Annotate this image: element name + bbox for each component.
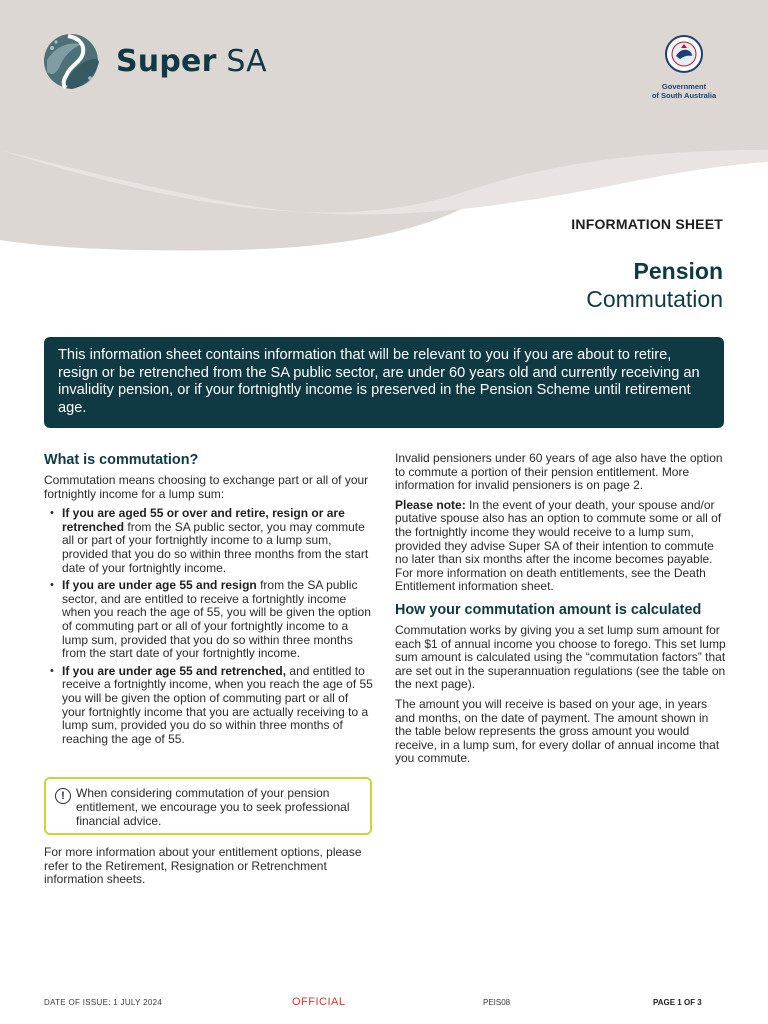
government-logo[interactable]	[636, 34, 732, 100]
list-item: • If you are aged 55 or over and retire, resign or are retrenched from the SA public sector, you may commute all or part of your fortnightly income to a lump sum, provided that you do so within three months from the start date of your fortnightly income.	[44, 507, 374, 575]
title-sub: Commutation	[586, 286, 723, 312]
state-crest-icon	[664, 34, 704, 74]
amount-paragraph: The amount you will receive is based on your age, in years and months, on the date of payment. The amount shown in the table below represents the gross amount you would receive, in a lump sum, for every dollar of annual income that you commute.	[395, 696, 720, 766]
invalid-pensioners-paragraph: Invalid pensioners under 60 years of age also have the option to commute a portion of their pension entitlement. More information for invalid pensioners is on page 2.	[395, 451, 723, 493]
sheet-type-label: INFORMATION SHEET	[571, 216, 723, 232]
page-title	[586, 257, 723, 313]
commutation-conditions-list	[44, 507, 374, 746]
classification-label: OFFICIAL	[292, 996, 346, 1008]
please-note-paragraph: Please note: In the event of your death, your spouse and/or putative spouse also has an option to commute some or all of the fortnightly income they would receive to a lump sum, provided they advise Super SA of their intention to commute no later than six months after the income becomes payable. For more information on death entitlements, see the Death Entitlement information sheet.	[395, 497, 722, 594]
list-item: • If you are under age 55 and retrenched, and entitled to receive a fortnightly income, when you reach the age of 55 you will be given the option of commuting part or all of your fortnightly income that you are actually receiving to a lump sum, provided you do so within three months of reaching the age of 55.	[44, 665, 374, 747]
intro-callout: This information sheet contains information that will be relevant to you if you are about to retire, resign or be retrenched from the SA public sector, are under 60 years old and currently receiving an invalidity pension, or if your fortnightly income is preserved in the Pension Scheme until retirement age.	[44, 337, 724, 428]
document-code: PEIS08	[483, 998, 511, 1007]
left-column	[44, 450, 374, 750]
super-sa-logo[interactable]	[42, 32, 267, 90]
more-info-paragraph: For more information about your entitlement options, please refer to the Retirement, Resignation or Retrenchment information sheets.	[44, 845, 362, 887]
government-name: Government of South Australia	[651, 82, 717, 100]
what-is-commutation-heading: What is commutation?	[44, 452, 199, 468]
list-item: • If you are under age 55 and resign from the SA public sector, and are entitled to receive a fortnightly income when you reach the age of 55, you will be given the option of commuting part or all of your fortnightly income to a lump sum, provided that you do so within three months from the start date of your fortnightly income.	[44, 579, 374, 661]
title-main: Pension	[633, 258, 723, 284]
page-number: PAGE 1 OF 3	[653, 998, 702, 1007]
super-sa-logo-icon	[42, 32, 102, 90]
commutation-definition: Commutation means choosing to exchange part or all of your fortnightly income for a lump sum:	[44, 473, 369, 501]
date-of-issue: DATE OF ISSUE: 1 JULY 2024	[44, 998, 163, 1007]
calculation-paragraph: Commutation works by giving you a set lump sum amount for each $1 of annual income you choose to forego. This set lump sum amount is calculated using the “commutation factors” that are set out in the superannuation regulations (see the table on the next page).	[395, 622, 726, 692]
calculation-heading: How your commutation amount is calculated	[395, 601, 702, 618]
brand-name: Super SA	[116, 43, 267, 79]
exclamation-icon: !	[55, 788, 71, 804]
right-column	[395, 452, 728, 772]
advice-note	[44, 777, 372, 835]
advice-note-text: When considering commutation of your pension entitlement, we encourage you to seek professional financial advice.	[76, 786, 350, 828]
